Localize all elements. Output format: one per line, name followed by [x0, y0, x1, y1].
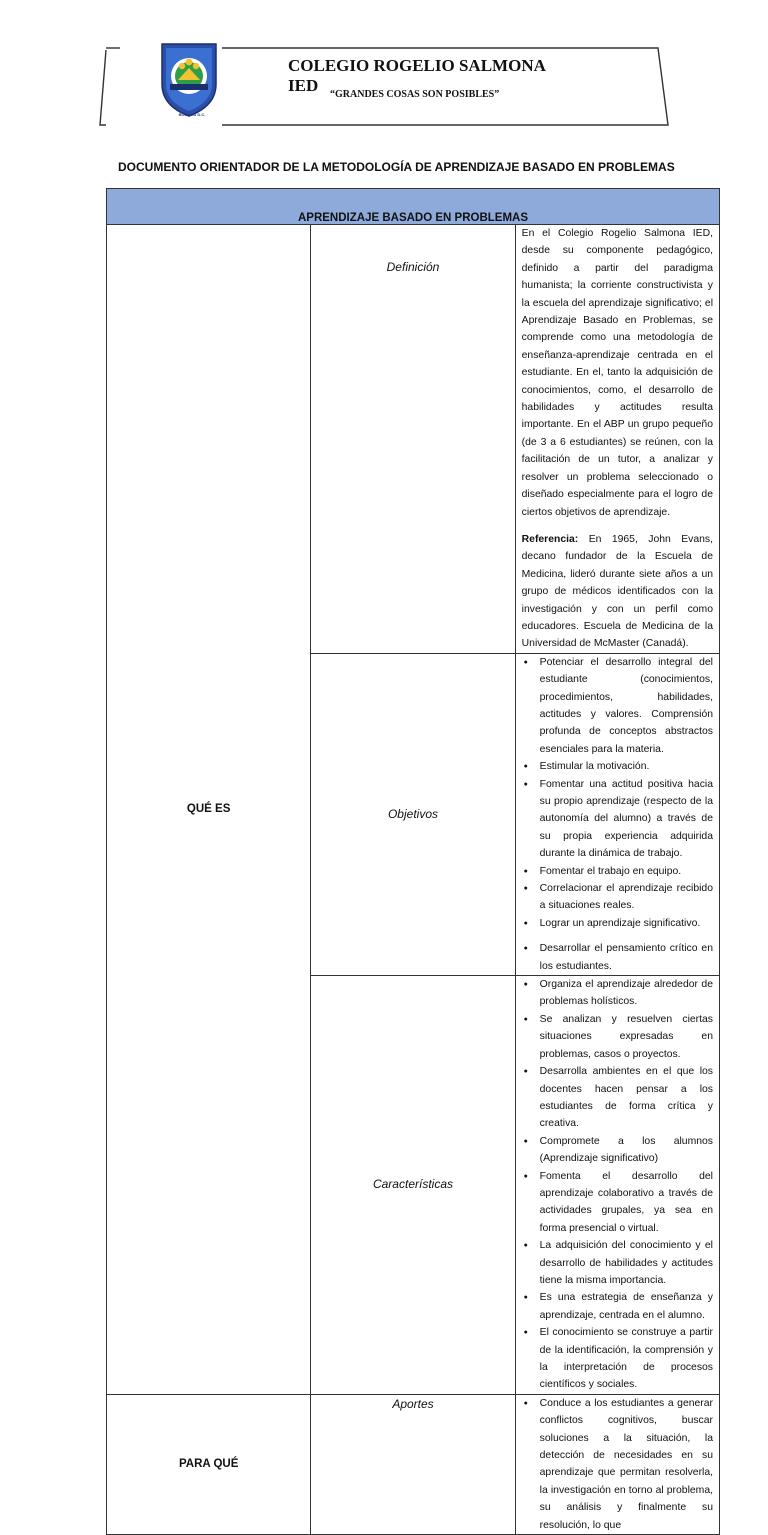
list-item: ● Compromete a los alumnos (Aprendizaje significativo): [540, 1133, 713, 1168]
list-item: ● Estimular la motivación.: [540, 758, 713, 775]
referencia-text: En 1965, John Evans, decano fundador de la Escuela de Medicina, lideró durante siete años a un grupo de médicos identificados con la investigación y con un perfil como educadores. Escuela de Medicina de la Universidad de McMaster (Canadá).: [521, 533, 714, 650]
school-name: COLEGIO ROGELIO SALMONA IED: [288, 56, 545, 95]
definicion-text: En el Colegio Rogelio Salmona IED, desde su componente pedagógico, definido a partir del paradigma humanista; la corriente constructivista y la escuela del aprendizaje significativo; el Aprendizaje Basado en Problemas, se comprende como una metodología de enseñanza-aprendizaje centrada en el estudiante. En el, tanto la adquisición de conocimientos, como, el desarrollo de habilidades y actitudes resulta importante. En el ABP un grupo pequeño (de 3 a 6 estudiantes) se reúnen, con la facilitación de un tutor, a analizar y resolver un problema seleccionado o diseñado especialmente para el logro de ciertos objetivos de aprendizaje.: [521, 228, 713, 518]
document-title: DOCUMENTO ORIENTADOR DE LA METODOLOGÍA DE APRENDIZAJE BASADO EN PROBLEMAS: [118, 160, 675, 174]
aportes-cell: [515, 1394, 719, 1534]
row-label-objetivos: Objetivos: [311, 653, 515, 975]
row-label-aportes: Aportes: [311, 1394, 515, 1534]
row-label-definicion: Definición: [311, 225, 515, 654]
logo-city: BOGOTÁ D.C.: [178, 112, 206, 117]
list-item: ● La adquisición del conocimiento y el desarrollo de habilidades y actitudes tiene la misma importancia.: [540, 1237, 713, 1289]
abp-table: [106, 188, 720, 1535]
list-item: ● Potenciar el desarrollo integral del estudiante (conocimientos, procedimientos, habilidades, actitudes y valores. Comprensión profunda de conceptos abstractos esenciales para la materia.: [540, 654, 713, 758]
definicion-cell: [515, 225, 719, 654]
section-para-que: PARA QUÉ: [107, 1394, 311, 1534]
referencia-block: [522, 531, 713, 653]
school-motto: “GRANDES COSAS SON POSIBLES”: [330, 89, 500, 100]
table-header-text: APRENDIZAJE BASADO EN PROBLEMAS: [297, 211, 529, 224]
school-crest-logo: [156, 40, 222, 120]
list-item: ● Correlacionar el aprendizaje recibido a situaciones reales.: [540, 880, 713, 915]
caracteristicas-cell: [515, 976, 719, 1395]
list-item: ● Conduce a los estudiantes a generar conflictos cognitivos, buscar soluciones a la situación, la detección de necesidades en su aprendizaje que permitan resolverla, la investigación en torno al problema, su análisis y finalmente su resolución, lo que: [540, 1395, 713, 1534]
list-item: ● Fomenta el desarrollo del aprendizaje colaborativo a través de actividades grupales, ya sea en forma presencial o virtual.: [540, 1168, 713, 1238]
list-item: ● El conocimiento se construye a partir de la identificación, la comprensión y la interpretación de procesos científicos y sociales.: [540, 1324, 713, 1394]
list-item: ● Fomentar el trabajo en equipo.: [540, 863, 713, 880]
aportes-list: [522, 1395, 713, 1534]
list-item: ● Lograr un aprendizaje significativo.: [540, 915, 713, 932]
list-item: ● Desarrollar el pensamiento crítico en los estudiantes.: [540, 940, 713, 975]
section-que-es: QUÉ ES: [107, 225, 311, 1395]
row-label-caracteristicas: Características: [311, 976, 515, 1395]
caracteristicas-list: [522, 976, 713, 1394]
table-header: [107, 189, 720, 225]
list-item: ● Fomentar una actitud positiva hacia su propio aprendizaje (respecto de la autonomía del alumno) a través de su propia experiencia adquirida durante la dinámica de trabajo.: [540, 776, 713, 863]
list-item: ● Es una estrategia de enseñanza y aprendizaje, centrada en el alumno.: [540, 1289, 713, 1324]
referencia-label: Referencia:: [521, 533, 579, 545]
list-item: ● Se analizan y resuelven ciertas situaciones expresadas en problemas, casos o proyectos.: [540, 1011, 713, 1063]
list-item: ● Desarrolla ambientes en el que los docentes hacen pensar a los estudiantes de forma crítica y creativa.: [540, 1063, 713, 1133]
objetivos-cell: [515, 653, 719, 975]
objetivos-list: [522, 654, 713, 975]
list-item: ● Organiza el aprendizaje alrededor de problemas holísticos.: [540, 976, 713, 1011]
